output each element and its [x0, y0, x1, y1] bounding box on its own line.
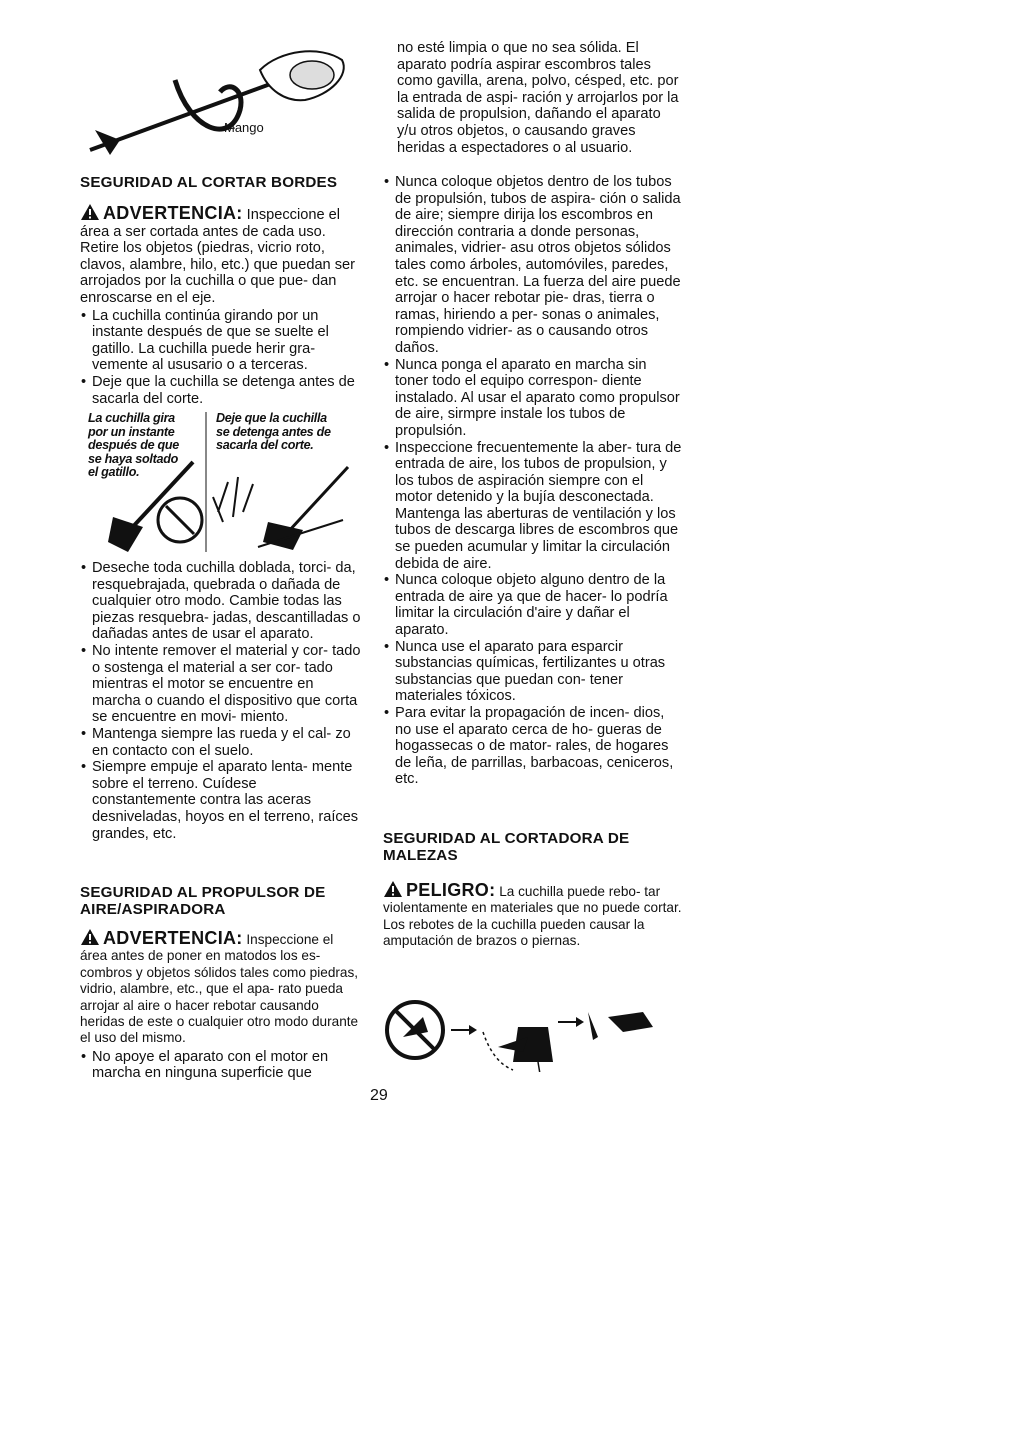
blower-first-bullet	[80, 1049, 364, 1082]
list-item: • Siempre empuje el aparato lenta- mente sobre el terreno. Cuídese constantemente contra las aceras desniveladas, hoyos en el terreno, raíces grandes, etc.	[80, 759, 364, 842]
edging-bullets	[80, 308, 364, 408]
edging-more	[80, 560, 364, 842]
kickback-illustration	[383, 992, 683, 1072]
blower-warning-text: Inspeccione el área antes de poner en matodos los es- combros y objetos sólidos tales como piedras, vidrio, alambre, etc., que el apa- rato pueda arrojar al aire o hacer rebotar causando heridas de este o cualquier otro modo durante el uso del mismo.	[80, 932, 359, 1046]
weed-danger-title: PELIGRO:	[406, 880, 496, 900]
blower-bullets	[383, 174, 683, 788]
blower-heading: SEGURIDAD AL PROPULSOR DE AIRE/ASPIRADORA	[80, 884, 326, 918]
list-item: • Nunca coloque objeto alguno dentro de la entrada de aire ya que de hacer- lo podría limitar la circulación d'aire y dañar el aparato.	[383, 572, 683, 638]
list-item: • Para evitar la propagación de incen- dios, no use el aparato cerca de ho- gueras de hogassecas o de mator- rales, de hogares de leña, de parrillas, barbacoas, ceniceros, etc.	[383, 705, 683, 788]
list-item: • Mantenga siempre las rueda y el cal- zo en contacto con el suelo.	[80, 726, 364, 759]
warning-icon	[80, 928, 100, 946]
list-item: • Deseche toda cuchilla doblada, torci- da, resquebrajada, quebrada o dañada de cualquier otro modo. Cambie todas las piezas resquebra- jadas, descantilladas o dañadas antes de usar el aparato.	[80, 560, 364, 643]
blower-warning-title: ADVERTENCIA:	[103, 928, 243, 948]
trimmer-handle-figure	[80, 30, 364, 170]
blower-continued	[397, 40, 683, 156]
list-item: • Deje que la cuchilla se detenga antes de sacarla del corte.	[80, 374, 364, 407]
caption-let-blade-stop: Deje que la cuchilla se detenga antes de sacarla del corte.	[216, 411, 331, 452]
edging-bullets-2	[80, 560, 364, 842]
edging-warning-title: ADVERTENCIA:	[103, 203, 243, 223]
weed-danger	[383, 880, 683, 950]
blade-illustration	[88, 412, 364, 562]
caption-blade-spins: La cuchilla gira por un instante después de que se haya soltado el gatillo.	[88, 411, 179, 479]
warning-icon	[80, 203, 100, 221]
warning-icon	[383, 880, 403, 898]
weed-danger-text: La cuchilla puede rebo- tar violentamente en materiales que no puede cortar. Los rebotes de la cuchilla pueden causar la amputación de brazos o piernas.	[383, 884, 682, 949]
edging-heading: SEGURIDAD AL CORTAR BORDES	[80, 174, 338, 191]
blower-warning	[80, 928, 364, 1082]
continued-text: no esté limpia o que no sea sólida. El aparato podría aspirar escombros tales como gavilla, arena, polvo, césped, etc. por la entrada de aspi- ración y arrojarlos por la salida de propulsion, dañando el aparato y/u otros objetos, o causando graves heridas a espectadores o al usuario.	[397, 40, 679, 156]
edging-warning-text: Inspeccione el área a ser cortada antes de cada uso. Retire los objetos (piedras, vicrio roto, clavos, alambre, hilo, etc.) que puedan ser arrojados por la cuchilla o que pue- dan enroscarse en el eje.	[80, 207, 356, 306]
page-number: 29	[370, 1087, 388, 1104]
list-item: • Nunca ponga el aparato en marcha sin toner todo el equipo correspon- diente instalado. Al usar el aparato como propulsor de aire, sirmpre instale los tubos de propulsión.	[383, 357, 683, 440]
list-item: • Nunca coloque objetos dentro de los tubos de propulsión, tubos de aspira- ción o salida de aire; siempre dirija los escombros en dirección contraria a donde personas, animales, vidrier- asu otros objetos sólidos tales como árboles, automóviles, paredes, etc. se encuentran. La fuerza del aire puede arrojar o hacer rebotar pie- dras, tierra o ramas, hiriendo a per- sonas o animales, rompiendo vidrier- as o causando otros daños.	[383, 174, 683, 357]
trimmer-illustration	[80, 30, 364, 170]
list-item: • La cuchilla continúa girando por un instante después de que se suelte el gatillo. La cuchilla puede herir gra- vemente al ususario o a terceras.	[80, 308, 364, 374]
list-item: • Inspeccione frecuentemente la aber- tura de entrada de aire, los tubos de propulsion, y los tubos de aspiración siempre con el motor detenido y la bujía desconectada. Mantenga las aberturas de ventilación y los tubos de descarga libres de escombros que se pueden acumular y limitar la circulación debida de aire.	[383, 440, 683, 573]
list-item: • No intente remover el material y cor- tado o sostenga el material a ser cor- tado mientras el motor se encuentre en marcha o cuando el dispositivo que corta se encuentre en movi- miento.	[80, 643, 364, 726]
mango-label: Mango	[224, 120, 264, 135]
edging-warning	[80, 203, 364, 407]
blade-stop-figure	[88, 412, 364, 562]
list-item: • Nunca use el aparato para esparcir substancias químicas, fertilizantes u otras substancias que puedan con- tener materiales tóxicos.	[383, 639, 683, 705]
weed-heading: SEGURIDAD AL CORTADORA DE MALEZAS	[383, 830, 630, 864]
list-item: • No apoye el aparato con el motor en marcha en ninguna superficie que	[80, 1049, 364, 1082]
